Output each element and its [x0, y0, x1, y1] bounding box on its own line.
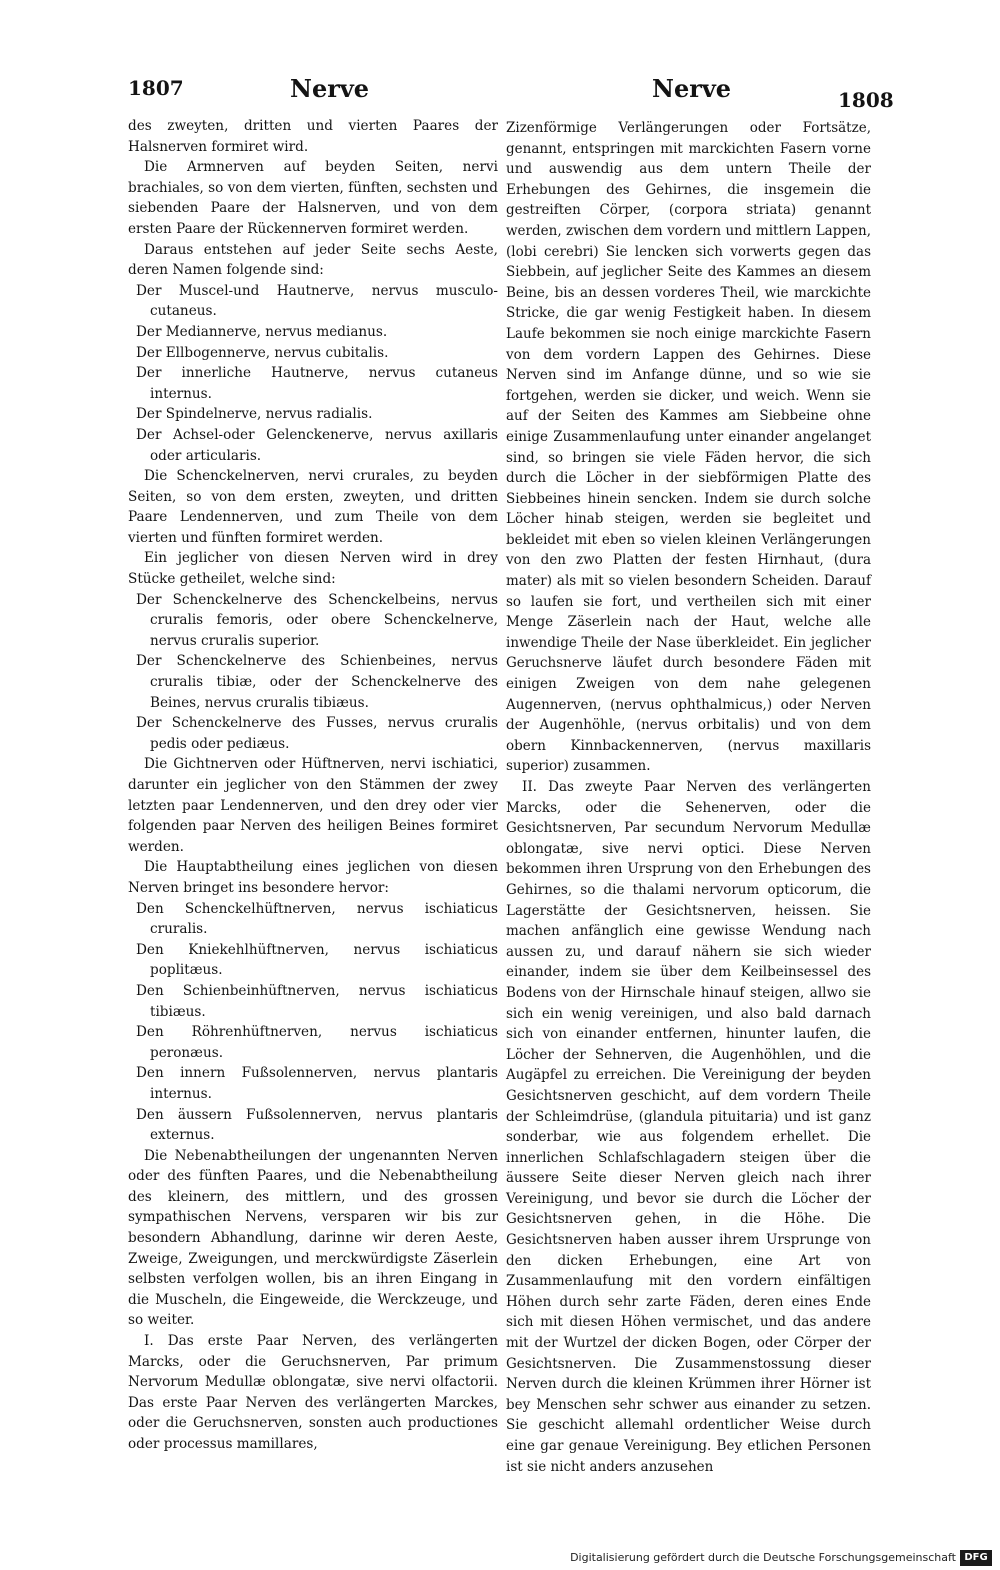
paragraph: Zizenförmige Verlängerungen oder Fortsätze, genannt, entspringen mit marckichten Fasern vorne und auswendig aus dem untern Theile der Erhebungen des Gehirnes, die insgemein die gestreiften Cörper, (corpora striata) genannt werden, zwischen dem vordern und mittlern Lappen, (lobi cerebri) Sie lencken sich vorwerts gegen das Siebbein, auf jeglicher Seite des Kammes an diesem Beine, bis an dessen vorderes Theil, wie marckichte Stricke, die gar wenig Festigkeit haben. In diesem Laufe bekommen sie noch einige marckichte Fasern von dem vordern Lappen des Gehirnes. Diese Nerven sind im Anfange dünne, und so wie sie fortgehen, werden sie dicker, und weich. Wenn sie auf der Seiten des Kammes am Siebbeine ohne einige Zusammenlaufung unter einander angelanget sind, so bringen sie viele Fäden hervor, die sich durch die Löcher in der siebförmigen Platte des Siebbeines hinein sencken. Indem sie durch solche Löcher hinab steigen, werden sie begleitet und bekleidet mit eben so vielen kleinen Verlängerungen von den zwo Platten der festen Hirnhaut, (dura mater) als mit so vielen besondern Scheiden. Darauf so laufen sie fort, und vertheilen sich mit einer Menge Zäserlein nach der Haut, welche alle inwendige Theile der Nase überkleidet. Ein jeglicher Geruchsnerve läufet durch besondere Fäden mit einigen Zweigen von dem nahe gelegenen Augennerven, (nervus ophthalmicus,) oder Nerven der Augenhöhle, (nervus orbitalis) und von dem obern Kinnbackennerven, (nervus maxillaris superior) zusammen.: [506, 120, 871, 775]
list-item: Der Ellbogennerve, nervus cubitalis.: [136, 344, 389, 361]
paragraph: Die Schenckelnerven, nervi crurales, zu beyden Seiten, so von dem ersten, zweyten, und dritten Paare Lendennerven, und zum Theile von dem vierten und fünften formiret werden.: [128, 468, 498, 546]
left-running-head: Nerve: [290, 74, 370, 103]
list-item: Den Röhrenhüftnerven, nervus ischiaticus peronæus.: [136, 1024, 498, 1061]
list-item: Der innerliche Hautnerve, nervus cutaneus internus.: [136, 365, 498, 402]
list-item: Den Kniekehlhüftnerven, nervus ischiaticus poplitæus.: [136, 941, 498, 979]
list-item: Der Schenckelnerve des Fusses, nervus cruralis pedis oder pediæus.: [136, 715, 498, 752]
paragraph: Die Hauptabtheilung eines jeglichen von diesen Nerven bringet ins besondere hervor:: [128, 859, 498, 896]
list-item: Der Spindelnerve, nervus radialis.: [136, 406, 373, 423]
paragraph: Ein jeglicher von diesen Nerven wird in drey Stücke getheilet, welche sind:: [128, 550, 498, 588]
paragraph: Daraus entstehen auf jeder Seite sechs Aeste, deren Namen folgende sind:: [128, 241, 498, 279]
list-item: Der Schenckelnerve des Schienbeines, nervus cruralis tibiæ, oder der Schenckelnerve des Beines, nervus cruralis tibiæus.: [136, 653, 498, 711]
paragraph: I. Das erste Paar Nerven, des verlängerten Marcks, oder die Geruchsnerven, Par primum Nervorum Medullæ oblongatæ, sive nervi olfactorii. Das erste Paar Nerven des verlängerten Marckes, oder die Geruchsnerven, sonsten auch productiones oder processus mamillares,: [128, 1333, 498, 1452]
left-column: [128, 116, 498, 1455]
list-item: Der Muscel-und Hautnerve, nervus musculo-cutaneus.: [136, 282, 498, 320]
paragraph: des zweyten, dritten und vierten Paares der Halsnerven formiret wird.: [128, 118, 498, 155]
paragraph: Die Nebenabtheilungen der ungenannten Nerven oder des fünften Paares, und die Nebenabtheilung des kleinern, des mittlern, und des grossen sympathischen Nervens, versparen wir bis zur besondern Abhandlung, darinne wir deren Aeste, Zweige, Zweigungen, und merckwürdigste Zäserlein selbsten verfolgen wollen, bis an ihren Eingang in die Muscheln, die Eingeweide, die Werckzeuge, und so weiter.: [128, 1147, 498, 1329]
paragraph: Die Armnerven auf beyden Seiten, nervi brachiales, so von dem vierten, fünften, sechsten und siebenden Paare der Halsnerven, und von dem ersten Paare der Rückennerven formiret werden.: [128, 159, 498, 237]
funding-credit: Digitalisierung gefördert durch die Deutsche Forschungsgemeinschaft: [570, 1551, 956, 1564]
page-header: [0, 70, 1000, 110]
list-item: Den Schienbeinhüftnerven, nervus ischiaticus tibiæus.: [136, 982, 498, 1020]
list-item: Der Schenckelnerve des Schenckelbeins, nervus cruralis femoris, oder obere Schenckelnerve, nervus cruralis superior.: [136, 591, 498, 649]
right-column: [506, 118, 871, 1477]
paragraph: Die Gichtnerven oder Hüftnerven, nervi ischiatici, darunter ein jeglicher von den Stämmen der zwey letzten paar Lendennerven, und den drey oder vier folgenden paar Nerven des heiligen Beines formiret werden.: [128, 756, 498, 855]
left-page-number: 1807: [128, 76, 184, 100]
right-page-number: 1808: [838, 88, 894, 112]
list-item: Der Mediannerve, nervus medianus.: [136, 323, 388, 340]
dfg-logo: DFG: [960, 1550, 992, 1566]
list-item: Den Schenckelhüftnerven, nervus ischiaticus cruralis.: [136, 900, 498, 938]
paragraph: II. Das zweyte Paar Nerven des verlängerten Marcks, oder die Sehenerven, oder die Gesichtsnerven, Par secundum Nervorum Medullæ oblongatæ, sive nervi optici. Diese Nerven bekommen ihren Ursprung von den Erhebungen des Gehirnes, so die thalami nervorum opticorum, die Lagerstätte der Gesichtsnerven, heissen. Sie machen anfänglich eine gewisse Wendung nach aussen zu, und darauf nähern sie sich wieder einander, indem sie über dem Keilbeinsessel des Bodens von der Hirnschale hinauf steigen, allwo sie sich ein wenig vereinigen, und also bald darnach sich von einander entfernen, hinunter laufen, die Löcher der Sehnerven, die Augenhöhlen, und die Augäpfel zu erreichen. Die Vereinigung der beyden Gesichtsnerven geschicht, auf dem vordern Theile der Schleimdrüse, (glandula pituitaria) und ist ganz sonderbar, wie aus folgendem erhellet. Die innerlichen Schlafschlagadern steigen über die äussere Seite dieser Nerven gleich nach ihrer Vereinigung, und bevor sie durch die Löcher der Gesichtsnerven gehen, in die Höhe. Die Gesichtsnerven haben ausser ihrem Ursprunge von den dicken Erhebungen, eine Art von Zusammenlaufung mit den vordern einfältigen Höhen durch sehr zarte Fäden, deren eines Ende sich mit diesen Höhen vermischet, und das andere mit der Wurtzel der dicken Bogen, oder Cörper der Gesichtsnerven. Die Zusammenstossung dieser Nerven durch die kleinen Krümmen ihrer Hörner ist bey Menschen sehr schwer aus einander zu setzen. Sie geschicht allemahl ordentlicher Weise durch eine gar genaue Vereinigung. Bey etlichen Personen ist sie nicht anders anzusehen: [506, 779, 871, 1475]
list-item: Den äussern Fußsolennerven, nervus plantaris externus.: [136, 1106, 498, 1144]
footer: [0, 1548, 1000, 1570]
list-item: Den innern Fußsolennerven, nervus plantaris internus.: [136, 1065, 498, 1102]
list-item: Der Achsel-oder Gelenckenerve, nervus axillaris oder articularis.: [136, 426, 498, 464]
right-running-head: Nerve: [652, 74, 732, 103]
